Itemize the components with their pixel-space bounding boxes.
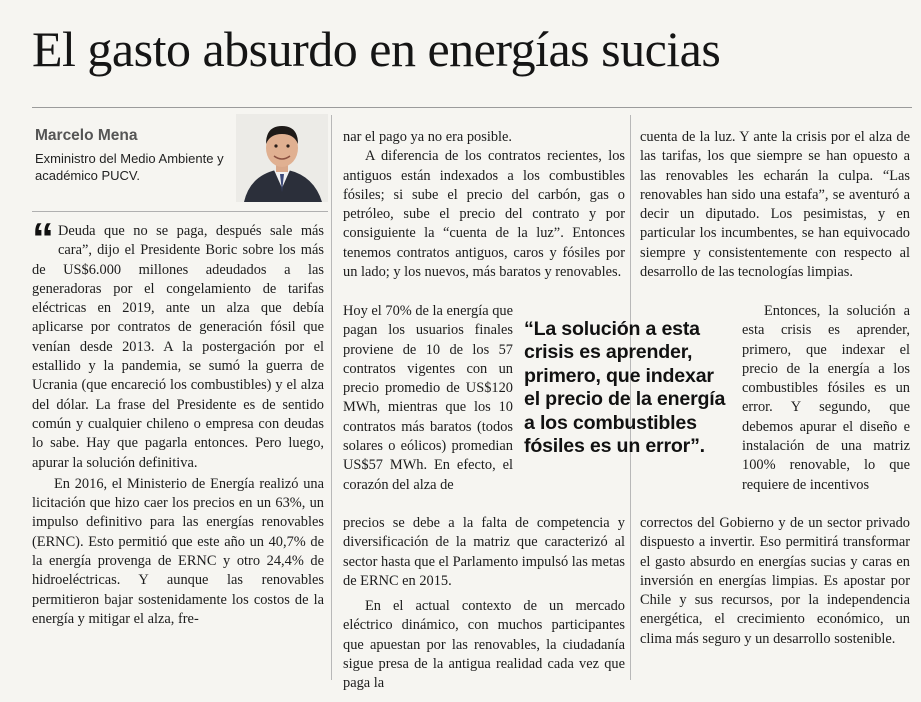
- byline-divider: [32, 211, 328, 212]
- column-1: [32, 214, 324, 629]
- column-2-narrow: [343, 302, 513, 495]
- author-role: Exministro del Medio Ambiente y académico PUCV.: [35, 151, 224, 183]
- paragraph: En el actual contexto de un mercado eléctrico dinámico, con muchos participantes que apuestan por las renovables, la ciudadanía sigue presa de la antigua realidad cada vez que paga la: [343, 598, 625, 692]
- paragraph: cuenta de la luz. Y ante la crisis por el alza de las tarifas, los que siempre se han opuesto a las renovables les echarán la culpa. “Las renovables han sido una estafa”, se aventuró a decir un diputado. Los pesimistas, y en particular los incumbentes, se han equivocado siempre y consistentemente con respecto al desarrollo de las tecnologías limpias.: [640, 129, 910, 281]
- paragraph: Hoy el 70% de la energía que pagan los usuarios finales proviene de 10 de los 57 contratos vigentes con un precio promedio de US$120 MWh, mientras que los 10 contratos más baratos (todos solares o eólicos) promedian US$57 MWh. En efecto, el corazón del alza de: [343, 303, 513, 493]
- author-name: Marcelo Mena: [35, 127, 138, 144]
- paragraph: nar el pago ya no era posible.: [343, 129, 513, 145]
- paragraph: Entonces, la solución a esta crisis es aprender, primero, que indexar el precio de la energía a los combustibles fósiles es un error. Y segundo, que debemos apurar el diseño e instalación de una matriz 100% renovable, lo que requiere de incentivos: [742, 303, 910, 493]
- article-headline: El gasto absurdo en energías sucias: [32, 21, 721, 77]
- paragraph: [32, 214, 324, 473]
- byline: [35, 126, 235, 184]
- column-2-top: [343, 128, 625, 282]
- paragraph-text: Deuda que no se paga, después sale más cara”, dijo el Presidente Boric sobre los más de US$6.000 millones adeudados a las generadoras por el congelamiento de tarifas eléctricas en 2019, ante un alza que debía aplicarse por contratos de generación fósil que venían desde 2013. A la postergación por el estallido y la pandemia, se sumó la guerra de Ucrania (que encareció los combustibles) y el alza del dólar. La frase del Presidente es de sentido común y cualquier chileno o empresa con deudas lo sabe. Hay que pagarla entonces. Pero luego, apurar la solución definitiva.: [32, 223, 324, 471]
- headline-divider: [32, 107, 912, 108]
- pull-quote: “La solución a esta crisis es aprender, primero, que indexar el precio de la energía a los combustibles fósiles es un error”.: [524, 318, 726, 458]
- open-quote-icon: “: [32, 214, 54, 263]
- column-2-bottom: [343, 514, 625, 694]
- author-photo: [236, 114, 328, 202]
- paragraph: En 2016, el Ministerio de Energía realizó una licitación que hizo caer los precios en un 63%, un impulso definitivo para las energías renovables (ERNC). Esto permitió que este año un 40,7% de la energía provenga de ERNC y otro 24,4% de hidroeléctricas. Y aunque las renovables permitieron bajar sostenidamente los costos de la energía y mitigar el alza, fre-: [32, 475, 324, 627]
- paragraph: correctos del Gobierno y de un sector privado dispuesto a invertir. Eso permitirá transformar el gasto absurdo en energías sucias y caras en inversión en energías limpias. Es apostar por Chile y sus recursos, por la independencia energética, el crecimiento económico, un clima más seguro y un desarrollo sostenible.: [640, 515, 910, 647]
- column-3-bottom: [640, 514, 910, 649]
- column-3-narrow: [742, 302, 910, 495]
- paragraph: precios se debe a la falta de competencia y diversificación de la matriz que caracterizó al sector hasta que el Parlamento impulsó las metas de ERNC en 2015.: [343, 515, 625, 589]
- column-3-top: [640, 128, 910, 282]
- column-divider: [331, 115, 332, 680]
- paragraph: A diferencia de los contratos recientes, los antiguos están indexados a los combustibles fósiles; si sube el precio del carbón, gas o petróleo, sube el precio del contrato y por consiguiente la “cuenta de la luz”. Entonces tenemos contratos antiguos, caros y fósiles por un lado; y los nuevos, más baratos y renovables.: [343, 148, 625, 281]
